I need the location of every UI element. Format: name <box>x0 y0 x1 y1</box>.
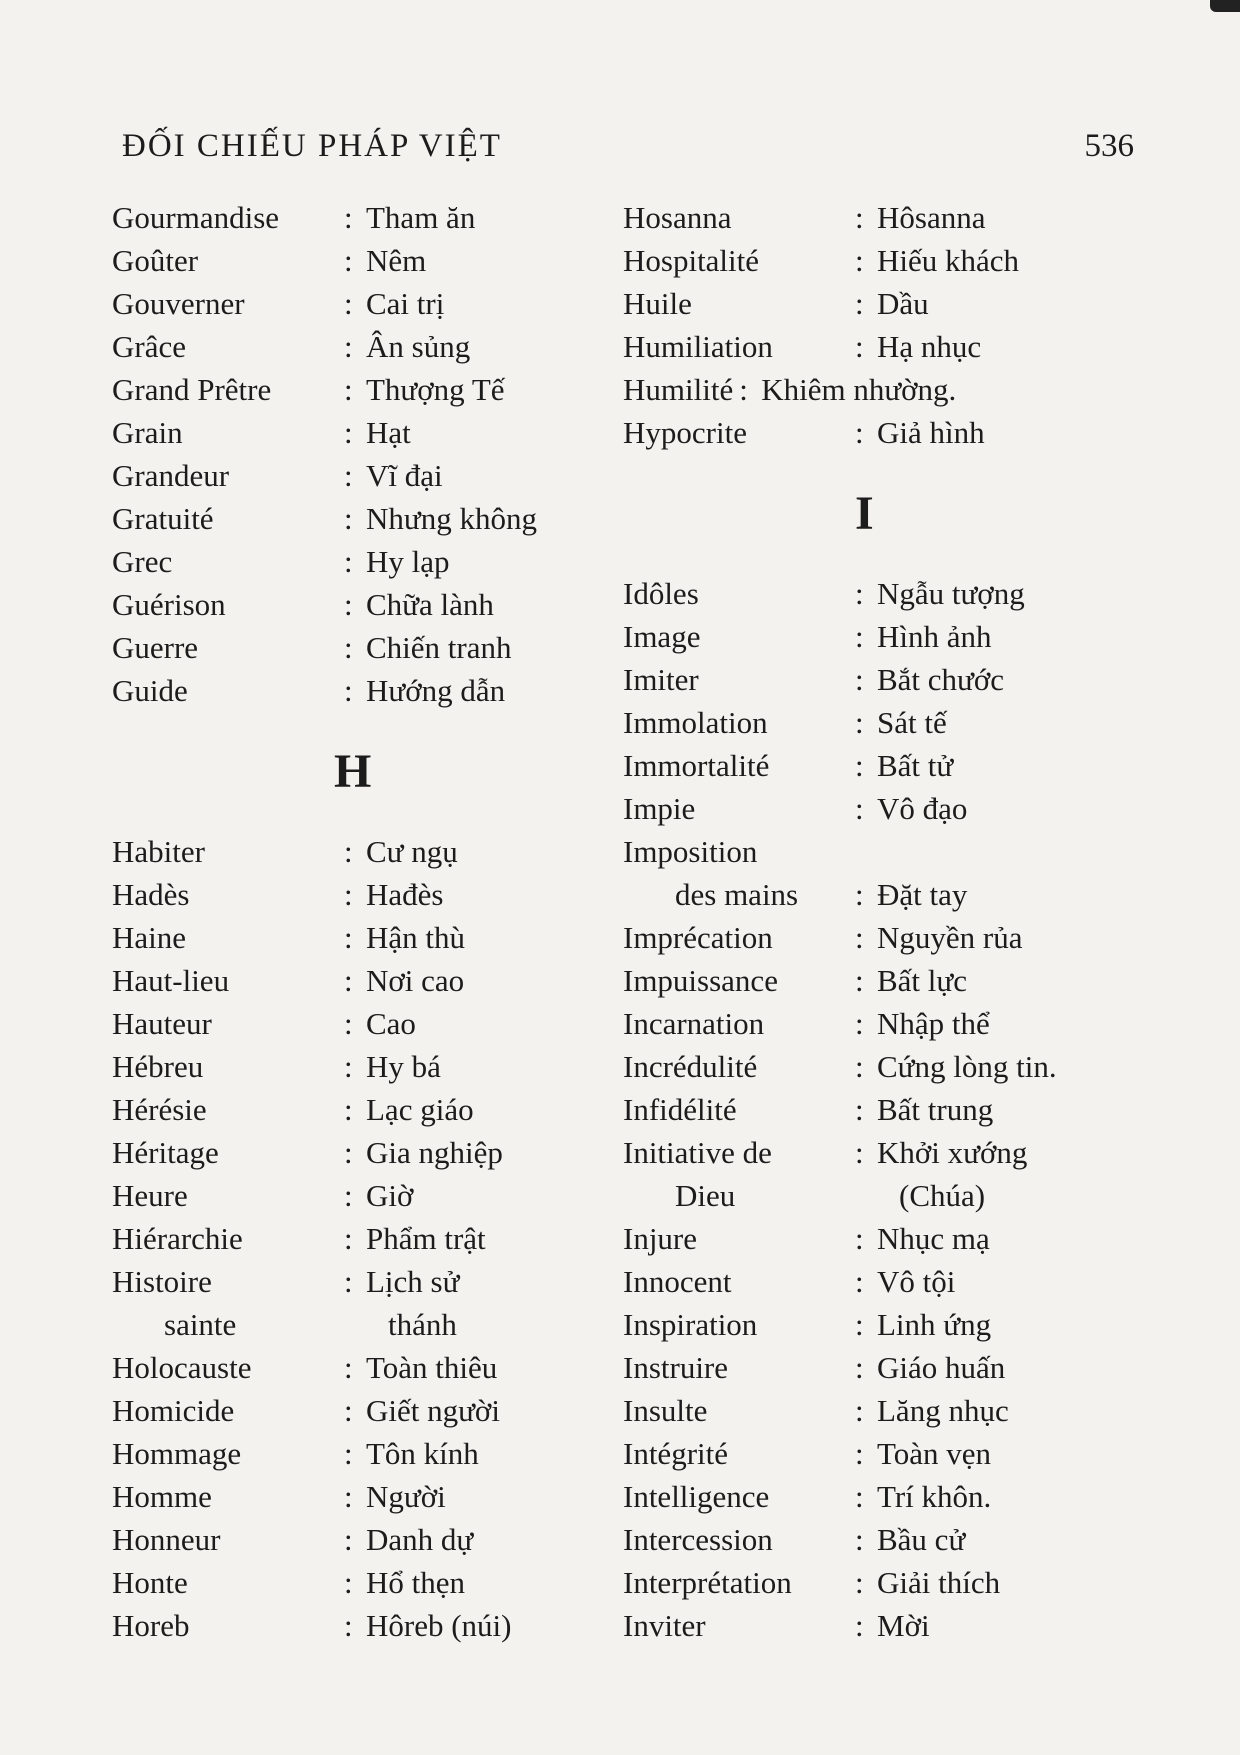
entry-row <box>112 1432 602 1475</box>
left-column <box>112 196 602 1647</box>
scan-mark <box>1210 0 1240 12</box>
entry-separator: : <box>344 1005 353 1041</box>
entry-term: Impie <box>623 790 696 826</box>
entry-definition: Người <box>366 1478 446 1514</box>
entry-separator: : <box>855 1220 864 1256</box>
entry-row <box>623 658 1143 701</box>
entry-separator: : <box>855 876 864 912</box>
entry-separator: : <box>344 833 353 869</box>
entry-definition: Toàn thiêu <box>366 1349 498 1385</box>
entry-definition: Giải thích <box>877 1564 1001 1600</box>
entry-definition: Nhập thể <box>877 1005 990 1041</box>
entry-separator: : <box>855 1005 864 1041</box>
entry-separator: : <box>855 747 864 783</box>
entry-definition: Giờ <box>366 1177 414 1213</box>
entry-separator: : <box>344 1435 353 1471</box>
entry-separator: : <box>344 919 353 955</box>
entry-definition: Giáo huấn <box>877 1349 1006 1385</box>
entry-separator: : <box>344 543 353 579</box>
entry-separator: : <box>855 1306 864 1342</box>
entry-row <box>623 1561 1143 1604</box>
entry-separator: : <box>344 1392 353 1428</box>
entry-row <box>623 572 1143 615</box>
entry-definition: Lạc giáo <box>366 1091 474 1127</box>
entry-row <box>112 873 602 916</box>
entry-term: Hauteur <box>112 1005 212 1041</box>
entry-term: Guide <box>112 672 188 708</box>
section-heading-h: H <box>334 744 372 798</box>
entry-term: Interprétation <box>623 1564 792 1600</box>
entry-term: Grand Prêtre <box>112 371 272 407</box>
entry-row <box>112 368 602 411</box>
entry-separator: : <box>855 704 864 740</box>
entry-definition: Giết người <box>366 1392 500 1428</box>
entry-term: Imiter <box>623 661 699 697</box>
entry-term: sainte <box>164 1306 237 1342</box>
entry-row <box>112 669 602 712</box>
entry-definition: Bất lực <box>877 962 967 998</box>
entry-separator: : <box>855 962 864 998</box>
entry-term: Innocent <box>623 1263 732 1299</box>
entry-definition: Cứng lòng tin. <box>877 1048 1057 1084</box>
entry-definition: Danh dự <box>366 1521 474 1557</box>
entry-term: Guérison <box>112 586 226 622</box>
entry-definition: Bất tử <box>877 747 954 783</box>
entry-definition: Dầu <box>877 285 929 321</box>
entry-row <box>112 540 602 583</box>
entry-definition: Đặt tay <box>877 876 968 912</box>
right-column <box>623 196 1143 1647</box>
entry-separator: : <box>344 328 353 364</box>
entry-row <box>112 1604 602 1647</box>
entry-row <box>623 1131 1143 1174</box>
entry-term: Héritage <box>112 1134 219 1170</box>
entry-separator: : <box>855 618 864 654</box>
entry-term: Hiérarchie <box>112 1220 243 1256</box>
entry-separator: : <box>855 1048 864 1084</box>
entry-separator: : <box>344 672 353 708</box>
entry-term: Intégrité <box>623 1435 729 1471</box>
entry-separator: : <box>344 1177 353 1213</box>
entry-term: Heure <box>112 1177 188 1213</box>
entry-definition: Cai trị <box>366 285 445 321</box>
entry-row <box>623 325 1143 368</box>
entry-term: Intelligence <box>623 1478 770 1514</box>
entry-separator: : <box>344 457 353 493</box>
entry-definition: Nhục mạ <box>877 1220 990 1256</box>
entry-separator: : <box>855 1091 864 1127</box>
entry-term: Incrédulité <box>623 1048 758 1084</box>
page-number: 536 <box>1084 128 1134 164</box>
entry-definition: Hiếu khách <box>877 242 1020 278</box>
entry-separator: : <box>344 1263 353 1299</box>
entry-definition: Linh ứng <box>877 1306 992 1342</box>
entry-row <box>623 196 1143 239</box>
entry-term: Gourmandise <box>112 199 280 235</box>
entry-row <box>112 1389 602 1432</box>
entry-definition: Cư ngụ <box>366 833 458 869</box>
entry-separator: : <box>855 328 864 364</box>
entry-definition: Hy bá <box>366 1048 441 1084</box>
entry-term: Impuissance <box>623 962 778 998</box>
entry-separator: : <box>344 962 353 998</box>
entry-row <box>623 1002 1143 1045</box>
entry-definition: Nguyền rủa <box>877 919 1023 955</box>
entry-separator: : <box>344 1091 353 1127</box>
entry-separator: : <box>344 1048 353 1084</box>
entry-term: Habiter <box>112 833 205 869</box>
entry-term: Guerre <box>112 629 199 665</box>
entry-separator: : <box>855 414 864 450</box>
entry-definition: Nêm <box>366 242 427 278</box>
entry-row <box>112 1002 602 1045</box>
entry-row <box>623 1389 1143 1432</box>
entry-row <box>623 1432 1143 1475</box>
entry-row <box>112 916 602 959</box>
entry-row <box>112 583 602 626</box>
entry-term: Hommage <box>112 1435 242 1471</box>
entry-separator: : <box>855 1521 864 1557</box>
entry-definition: Hađès <box>366 876 444 912</box>
entry-definition: Trí khôn. <box>877 1478 992 1514</box>
entry-row-continuation <box>623 1174 1143 1217</box>
entry-row <box>623 1518 1143 1561</box>
entry-separator: : <box>344 586 353 622</box>
entry-term: Insulte <box>623 1392 708 1428</box>
entry-term: Idôles <box>623 575 699 611</box>
entry-definition: Tôn kính <box>366 1435 479 1471</box>
entry-term: Hypocrite <box>623 414 747 450</box>
entry-row <box>623 1303 1143 1346</box>
entry-term: Hadès <box>112 876 190 912</box>
entry-term: Holocauste <box>112 1349 252 1385</box>
entry-row <box>112 497 602 540</box>
entry-separator: : <box>855 199 864 235</box>
entry-row <box>112 282 602 325</box>
entry-term: Haut-lieu <box>112 962 230 998</box>
page-header <box>122 128 1134 165</box>
entry-separator: : <box>855 661 864 697</box>
running-title: ĐỐI CHIẾU PHÁP VIỆT <box>122 128 502 164</box>
entry-term: Imprécation <box>623 919 773 955</box>
entry-term: des mains <box>675 876 799 912</box>
entry-term: Gouverner <box>112 285 245 321</box>
entry-row <box>112 1045 602 1088</box>
entry-term: Immortalité <box>623 747 770 783</box>
entry-definition: Mời <box>877 1607 930 1643</box>
entry-term: Dieu <box>675 1177 736 1213</box>
entry-definition: Chiến tranh <box>366 629 512 665</box>
entry-term: Hébreu <box>112 1048 204 1084</box>
entry-row <box>112 325 602 368</box>
entry-term: Hospitalité <box>623 242 760 278</box>
entry-definition: Hôreb (núi) <box>366 1607 512 1643</box>
entry-term: Grandeur <box>112 457 230 493</box>
entry-separator: : <box>855 1134 864 1170</box>
entry-row <box>112 239 602 282</box>
entry-separator: : <box>344 199 353 235</box>
entry-definition: Hạ nhục <box>877 328 982 364</box>
entry-row <box>112 1217 602 1260</box>
entry-row <box>623 239 1143 282</box>
entry-definition: Bắt chước <box>877 661 1005 697</box>
entry-definition: Vĩ đại <box>366 457 443 493</box>
entry-term: Homme <box>112 1478 212 1514</box>
entry-separator: : <box>344 1564 353 1600</box>
entry-separator: : <box>739 371 748 407</box>
entry-row <box>623 615 1143 658</box>
entry-row <box>112 454 602 497</box>
entry-separator: : <box>344 371 353 407</box>
entry-term: Imposition <box>623 833 758 869</box>
entry-separator: : <box>344 1607 353 1643</box>
entry-term: Inspiration <box>623 1306 758 1342</box>
entry-definition: (Chúa) <box>899 1177 986 1213</box>
entry-row <box>623 830 1143 873</box>
entry-row <box>112 830 602 873</box>
entry-definition: Chữa lành <box>366 586 494 622</box>
entry-term: Haine <box>112 919 187 955</box>
entry-row <box>112 1174 602 1217</box>
entry-definition: Toàn vẹn <box>877 1435 992 1471</box>
entry-separator: : <box>344 1134 353 1170</box>
entry-term: Hérésie <box>112 1091 207 1127</box>
entry-definition: Phẩm trật <box>366 1220 486 1256</box>
entry-separator: : <box>344 876 353 912</box>
entry-row <box>623 1604 1143 1647</box>
entry-definition: Tham ăn <box>366 199 476 235</box>
entry-row <box>623 411 1143 454</box>
entry-separator: : <box>344 500 353 536</box>
entry-row <box>623 787 1143 830</box>
entry-separator: : <box>855 1435 864 1471</box>
entry-row <box>623 959 1143 1002</box>
entry-term: Instruire <box>623 1349 729 1385</box>
entry-definition: Hổ thẹn <box>366 1564 466 1600</box>
entry-term: Grain <box>112 414 183 450</box>
entry-row <box>623 1088 1143 1131</box>
entry-row <box>112 1346 602 1389</box>
entry-separator: : <box>855 1263 864 1299</box>
entry-row <box>623 1045 1143 1088</box>
entry-term: Incarnation <box>623 1005 765 1041</box>
entry-definition: Hôsanna <box>877 199 986 235</box>
entry-row <box>112 196 602 239</box>
entry-row <box>112 1518 602 1561</box>
entry-row-continuation <box>623 873 1143 916</box>
entry-row <box>112 959 602 1002</box>
entry-separator: : <box>855 790 864 826</box>
entry-definition: Ân sủng <box>366 328 471 364</box>
entry-separator: : <box>855 1392 864 1428</box>
entry-term: Horeb <box>112 1607 190 1643</box>
entry-separator: : <box>855 1607 864 1643</box>
entry-row <box>623 1346 1143 1389</box>
entry-separator: : <box>344 629 353 665</box>
entry-term: Injure <box>623 1220 698 1256</box>
entry-row <box>112 1131 602 1174</box>
entry-row-continuation <box>112 1303 602 1346</box>
entry-row <box>623 1217 1143 1260</box>
entry-row <box>112 1260 602 1303</box>
entry-definition: Hy lạp <box>366 543 450 579</box>
entry-separator: : <box>855 1349 864 1385</box>
entry-separator: : <box>344 1521 353 1557</box>
entry-term: Huile <box>623 285 692 321</box>
entry-definition: Giả hình <box>877 414 985 450</box>
entry-definition: Lịch sử <box>366 1263 460 1299</box>
entry-separator: : <box>855 919 864 955</box>
entry-definition: Hận thù <box>366 919 466 955</box>
entry-term: Inviter <box>623 1607 706 1643</box>
entry-term: Grâce <box>112 328 186 364</box>
entry-separator: : <box>344 1220 353 1256</box>
entry-row <box>112 1561 602 1604</box>
entry-separator: : <box>344 1349 353 1385</box>
entry-definition: Nơi cao <box>366 962 465 998</box>
entry-term: Immolation <box>623 704 768 740</box>
entry-term: Humiliation <box>623 328 773 364</box>
entry-definition: Hướng dẫn <box>366 672 506 708</box>
entry-term: Initiative de <box>623 1134 772 1170</box>
entry-row <box>623 1475 1143 1518</box>
entry-term: Homicide <box>112 1392 235 1428</box>
entry-definition: thánh <box>388 1306 457 1342</box>
entry-separator: : <box>855 242 864 278</box>
entry-definition: Vô tội <box>877 1263 956 1299</box>
entry-row <box>623 368 1143 411</box>
entry-row <box>112 1088 602 1131</box>
entry-row <box>623 744 1143 787</box>
entry-definition: Ngẫu tượng <box>877 575 1025 611</box>
entry-row <box>623 916 1143 959</box>
entry-row <box>112 411 602 454</box>
entry-definition: Vô đạo <box>877 790 968 826</box>
entry-term: Humilité <box>623 371 734 407</box>
entry-term: Histoire <box>112 1263 212 1299</box>
entry-separator: : <box>344 242 353 278</box>
entry-term: Image <box>623 618 701 654</box>
entry-term: Honneur <box>112 1521 221 1557</box>
entry-separator: : <box>855 575 864 611</box>
entry-definition: Cao <box>366 1005 416 1041</box>
entry-separator: : <box>344 1478 353 1514</box>
entry-separator: : <box>344 285 353 321</box>
entry-row <box>112 626 602 669</box>
entry-term: Hosanna <box>623 199 732 235</box>
entry-separator: : <box>344 414 353 450</box>
entry-separator: : <box>855 285 864 321</box>
entry-definition: Bất trung <box>877 1091 994 1127</box>
entry-term: Grec <box>112 543 173 579</box>
entry-term: Goûter <box>112 242 199 278</box>
entry-row <box>623 1260 1143 1303</box>
entry-definition: Khởi xướng <box>877 1134 1028 1170</box>
entry-term: Gratuité <box>112 500 214 536</box>
entry-separator: : <box>855 1564 864 1600</box>
entry-definition: Hạt <box>366 414 411 450</box>
entry-row <box>112 1475 602 1518</box>
entry-definition: Nhưng không <box>366 500 537 536</box>
entry-definition: Sát tế <box>877 704 947 740</box>
entry-row <box>623 701 1143 744</box>
entry-definition: Bầu cử <box>877 1521 966 1557</box>
entry-definition: Lăng nhục <box>877 1392 1009 1428</box>
section-heading-i: I <box>855 486 874 540</box>
entry-definition: Thượng Tế <box>366 371 505 407</box>
entry-definition: Khiêm nhường. <box>761 371 957 407</box>
entry-definition: Gia nghiệp <box>366 1134 503 1170</box>
entry-term: Intercession <box>623 1521 773 1557</box>
entry-term: Infidélité <box>623 1091 737 1127</box>
entry-row <box>623 282 1143 325</box>
entry-term: Honte <box>112 1564 188 1600</box>
entry-definition: Hình ảnh <box>877 618 992 654</box>
entry-separator: : <box>855 1478 864 1514</box>
